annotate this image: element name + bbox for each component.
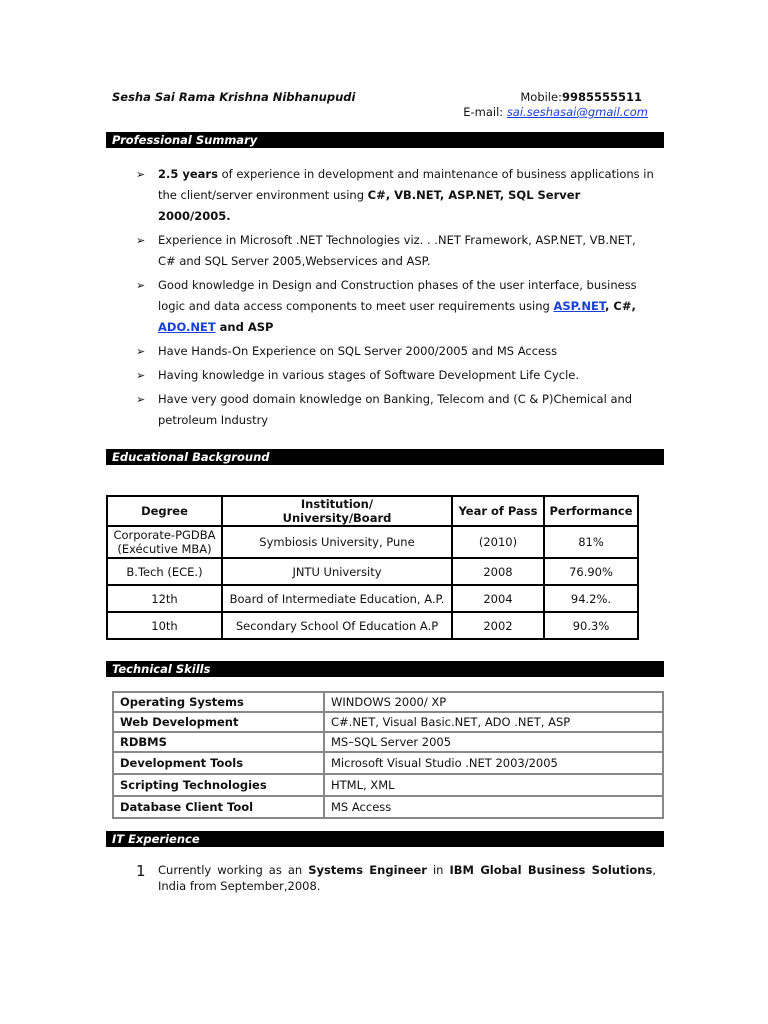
table-cell: 76.90% — [544, 558, 638, 585]
skill-category: Scripting Technologies — [113, 774, 324, 796]
aspnet-link[interactable]: ASP.NET — [553, 299, 606, 313]
table-row — [107, 585, 638, 612]
item-number: 1 — [136, 862, 146, 880]
skill-category: Web Development — [113, 712, 324, 732]
it-experience-text — [158, 862, 656, 894]
column-header: Year of Pass — [452, 496, 544, 526]
summary-text: Experience in Microsoft .NET Technologies viz. . .NET Framework, ASP.NET, VB.NET, C# and SQL Server 2005,Webservices and ASP. — [158, 233, 636, 268]
column-header: Degree — [107, 496, 222, 526]
email-label: E-mail: — [463, 105, 507, 119]
summary-text: Having knowledge in various stages of Software Development Life Cycle. — [158, 368, 580, 382]
mobile-label: Mobile: — [520, 90, 562, 104]
company-name: IBM Global Business Solutions — [449, 863, 653, 877]
column-header: Performance — [544, 496, 638, 526]
table-cell: Secondary School Of Education A.P — [222, 612, 452, 639]
section-bar-professional-summary: Professional Summary — [106, 132, 664, 148]
skill-value: WINDOWS 2000/ XP — [324, 692, 663, 712]
summary-list — [136, 164, 656, 434]
list-item — [136, 275, 656, 338]
summary-bold-text: 2.5 years — [158, 167, 218, 181]
list-item — [136, 389, 656, 431]
summary-bold-text: C#, VB.NET, ASP.NET, SQL Server 2000/2005. — [158, 188, 581, 223]
skill-value: Microsoft Visual Studio .NET 2003/2005 — [324, 752, 663, 774]
table-cell: Corporate-PGDBA (Exécutive MBA) — [107, 526, 222, 558]
experience-text: Currently working as an — [158, 863, 309, 877]
table-cell: 94.2%. — [544, 585, 638, 612]
table-row — [107, 612, 638, 639]
skill-value: MS–SQL Server 2005 — [324, 732, 663, 752]
summary-text: Have Hands-On Experience on SQL Server 2000/2005 and MS Access — [158, 344, 558, 358]
skill-category: Database Client Tool — [113, 796, 324, 818]
table-cell: 10th — [107, 612, 222, 639]
table-cell: 12th — [107, 585, 222, 612]
candidate-name: Sesha Sai Rama Krishna Nibhanupudi — [112, 90, 356, 104]
table-row — [113, 692, 663, 712]
skill-value: C#.NET, Visual Basic.NET, ADO .NET, ASP — [324, 712, 663, 732]
arrow-bullet-icon: ➢ — [136, 369, 146, 382]
list-item — [136, 230, 656, 272]
experience-text: in — [426, 863, 450, 877]
arrow-bullet-icon: ➢ — [136, 393, 146, 406]
email-link[interactable]: sai.seshasai@gmail.com — [506, 105, 648, 119]
mobile-number: 9985555511 — [561, 90, 642, 104]
table-cell: JNTU University — [222, 558, 452, 585]
table-cell: B.Tech (ECE.) — [107, 558, 222, 585]
summary-bold-text: , C#, — [605, 299, 636, 313]
arrow-bullet-icon: ➢ — [136, 234, 146, 247]
table-row — [113, 752, 663, 774]
section-bar-educational-background: Educational Background — [106, 449, 664, 465]
table-row — [113, 712, 663, 732]
experience-text: , India from September,2008. — [158, 863, 656, 893]
table-cell: Board of Intermediate Education, A.P. — [222, 585, 452, 612]
mobile-line — [520, 90, 642, 104]
table-header-row — [107, 496, 638, 526]
arrow-bullet-icon: ➢ — [136, 168, 146, 181]
table-cell: 90.3% — [544, 612, 638, 639]
column-header: Institution/ University/Board — [222, 496, 452, 526]
table-cell: 2004 — [452, 585, 544, 612]
list-item — [136, 365, 656, 386]
table-row — [113, 796, 663, 818]
list-item — [136, 341, 656, 362]
table-row — [113, 774, 663, 796]
summary-text: Good knowledge in Design and Construction phases of the user interface, business logic and data access components to meet user requirements using — [158, 278, 637, 313]
table-cell: (2010) — [452, 526, 544, 558]
section-bar-it-experience: IT Experience — [106, 831, 664, 847]
summary-text: of experience in development and maintenance of business applications in the client/server environment using — [158, 167, 654, 202]
table-cell: 81% — [544, 526, 638, 558]
table-row — [113, 732, 663, 752]
summary-bold-text: and ASP — [215, 320, 274, 334]
table-cell: 2008 — [452, 558, 544, 585]
skill-category: Development Tools — [113, 752, 324, 774]
adonet-link[interactable]: ADO.NET — [158, 320, 216, 334]
skills-table — [112, 691, 664, 819]
section-bar-technical-skills: Technical Skills — [106, 661, 664, 677]
email-line — [463, 105, 648, 119]
summary-text: Have very good domain knowledge on Banking, Telecom and (C & P)Chemical and petroleum Industry — [158, 392, 633, 427]
job-title: Systems Engineer — [308, 863, 427, 877]
education-table — [106, 495, 639, 640]
skill-category: Operating Systems — [113, 692, 324, 712]
skill-value: MS Access — [324, 796, 663, 818]
skill-value: HTML, XML — [324, 774, 663, 796]
table-row — [107, 558, 638, 585]
table-row — [107, 526, 638, 558]
table-cell: 2002 — [452, 612, 544, 639]
table-cell: Symbiosis University, Pune — [222, 526, 452, 558]
skill-category: RDBMS — [113, 732, 324, 752]
arrow-bullet-icon: ➢ — [136, 345, 146, 358]
list-item — [136, 164, 656, 227]
arrow-bullet-icon: ➢ — [136, 279, 146, 292]
